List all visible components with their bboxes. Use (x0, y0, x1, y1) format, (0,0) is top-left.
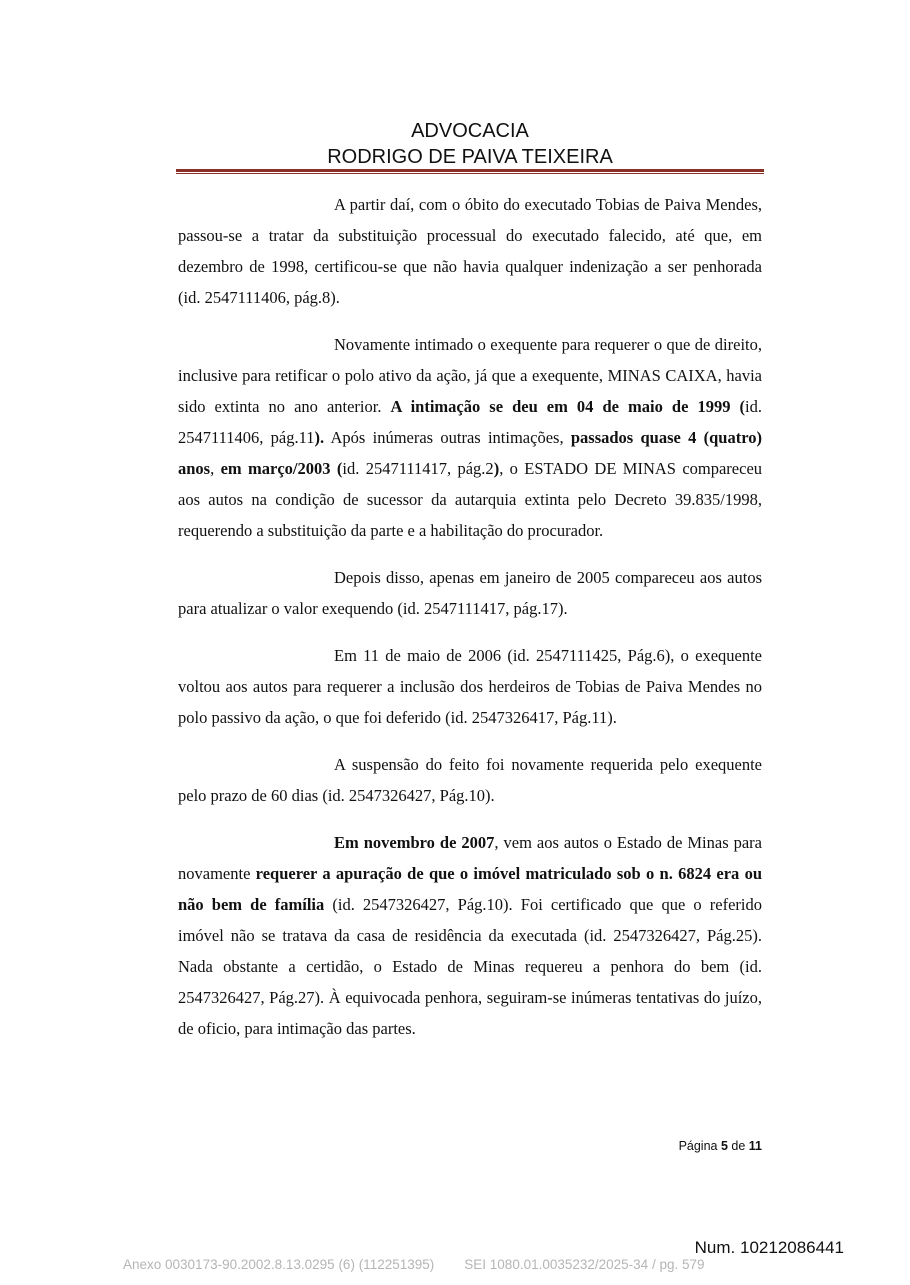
paragraph-4: Em 11 de maio de 2006 (id. 2547111425, Pág.6), o exequente voltou aos autos para requerer a inclusão dos herdeiros de Tobias de Paiva Mendes no polo passivo da ação, o que foi deferido (id. 2547326417, Pág.11). (178, 646, 762, 727)
paragraph-2: Novamente intimado o exequente para requerer o que de direito, inclusive para retificar o polo ativo da ação, já que a exequente, MINAS CAIXA, havia sido extinta no ano anterior. A intimação se deu em 04 de maio de 1999 (id. 2547111406, pág.11). Após inúmeras outras intimações, passados quase 4 (quatro) anos, em março/2003 (id. 2547111417, pág.2), o ESTADO DE MINAS compareceu aos autos na condição de sucessor da autarquia extinta pelo Decreto 39.835/1998, requerendo a substituição da parte e a habilitação do procurador. (178, 335, 763, 540)
letterhead (176, 118, 764, 170)
letterhead-line-1: ADVOCACIA (411, 120, 529, 142)
annex-right: SEI 1080.01.0035232/2025-34 / pg. 579 (464, 1257, 705, 1272)
document-body (178, 189, 762, 1060)
header-rule-thick (176, 169, 764, 172)
letterhead-line-2: RODRIGO DE PAIVA TEIXEIRA (327, 146, 613, 168)
header-rule-thin (176, 173, 764, 174)
document-number: Num. 10212086441 (694, 1238, 844, 1257)
page-number: Página 5 de 11 (678, 1139, 762, 1153)
annex-left: Anexo 0030173-90.2002.8.13.0295 (6) (112251395) (123, 1257, 435, 1272)
paragraph-5: A suspensão do feito foi novamente requerida pelo exequente pelo prazo de 60 dias (id. 2547326427, Pág.10). (178, 755, 762, 805)
paragraph-1: A partir daí, com o óbito do executado Tobias de Paiva Mendes, passou-se a tratar da substituição processual do executado falecido, até que, em dezembro de 1998, certificou-se que não havia qualquer indenização a ser penhorada (id. 2547111406, pág.8). (178, 195, 762, 307)
annex-stamp (123, 1257, 705, 1272)
paragraph-3: Depois disso, apenas em janeiro de 2005 compareceu aos autos para atualizar o valor exequendo (id. 2547111417, pág.17). (178, 568, 762, 618)
paragraph-6: Em novembro de 2007, vem aos autos o Estado de Minas para novamente requerer a apuração de que o imóvel matriculado sob o n. 6824 era ou não bem de família (id. 2547326427, Pág.10). Foi certificado que que o referido imóvel não se tratava da casa de residência da executada (id. 2547326427, Pág.25). Nada obstante a certidão, o Estado de Minas requereu a penhora do bem (id. 2547326427, Pág.27). À equivocada penhora, seguiram-se inúmeras tentativas do juízo, de oficio, para intimação das partes. (178, 833, 762, 1038)
